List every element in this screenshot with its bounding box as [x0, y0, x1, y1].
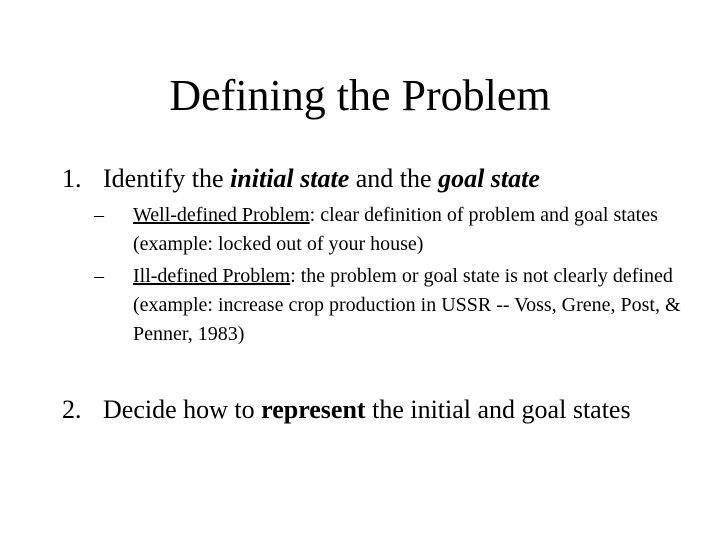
text-run: and the: [349, 164, 439, 193]
list-item-1: [62, 163, 702, 195]
emphasis-goal-state: goal state: [438, 164, 540, 193]
emphasis-initial-state: initial state: [230, 164, 350, 193]
text-run: : the problem or goal state is not clearly defined (example: increase crop production in USSR -- Voss, Grene, Post, & Penner, 1983): [133, 265, 681, 345]
text-run: : clear definition of problem and goal states (example: locked out of your house): [133, 204, 658, 255]
list-item-text: [103, 163, 702, 195]
emphasis-represent: represent: [261, 395, 366, 424]
text-run: the initial and goal states: [365, 395, 631, 424]
slide-title: Defining the Problem: [169, 71, 551, 120]
term-ill-defined: Ill-defined Problem: [133, 265, 291, 287]
term-well-defined: Well-defined Problem: [133, 204, 310, 226]
list-item-2: [62, 394, 702, 426]
list-number: 2.: [62, 395, 82, 424]
list-number: 1.: [62, 164, 82, 193]
sub-item-well-defined: [94, 201, 694, 259]
dash-bullet: –: [94, 265, 104, 287]
dash-bullet: –: [94, 204, 104, 226]
sub-item-text: [133, 201, 694, 259]
sub-item-text: [133, 262, 694, 349]
text-run: Decide how to: [103, 395, 262, 424]
list-item-text: [103, 394, 702, 426]
sub-item-ill-defined: [94, 262, 694, 349]
text-run: Identify the: [103, 164, 231, 193]
